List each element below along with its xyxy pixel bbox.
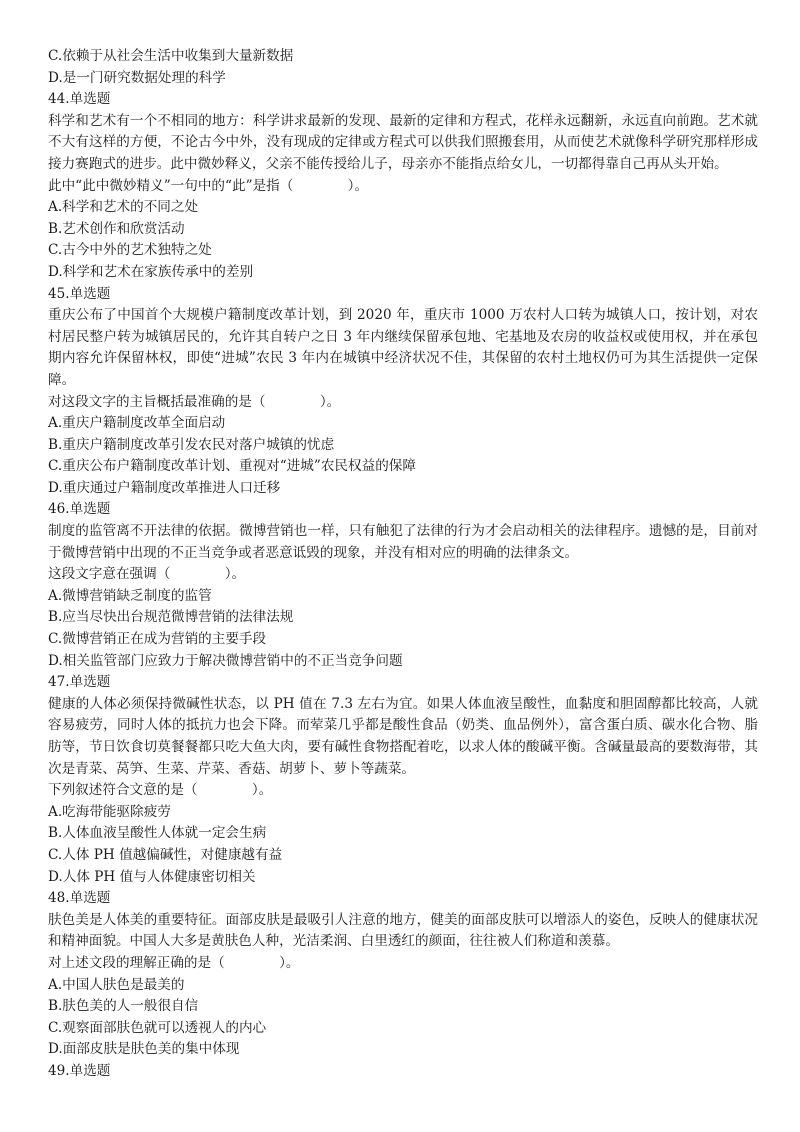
q47-option-d: D.人体 PH 值与人体健康密切相关 <box>48 868 256 885</box>
q45-heading: 45.单选题 <box>48 285 111 302</box>
q47-passage: 健康的人体必须保持微碱性状态，以 PH 值在 7.3 左右为宜。如果人体血液呈酸性，血黏度和胆固醇都比较高，人就容易疲劳，同时人体的抵抗力也会下降。而荤菜几乎都是酸性食品（奶类、血品例外），富含蛋白质、碳水化合物、脂肪等，节日饮食切莫餐餐都只吃大鱼大肉，要有碱性食物搭配着吃，以求人体的酸碱平衡。含碱量最高的要数海带，其次是青菜、莴笋、生菜、芹菜、香菇、胡萝卜、萝卜等蔬菜。 <box>48 695 758 777</box>
q47-option-b: B.人体血液呈酸性人体就一定会生病 <box>48 825 267 842</box>
q46-passage: 制度的监管离不开法律的依据。微博营销也一样，只有触犯了法律的行为才会启动相关的法律程序。遗憾的是，目前对于微博营销中出现的不正当竞争或者恶意诋毁的现象，并没有相对应的明确的法律条文。 <box>48 523 758 561</box>
q49-heading: 49.单选题 <box>48 1062 111 1079</box>
q47-option-c: C.人体 PH 值越偏碱性，对健康越有益 <box>48 846 283 863</box>
q45-option-b: B.重庆户籍制度改革引发农民对落户城镇的忧虑 <box>48 436 335 453</box>
q48-option-a: A.中国人肤色是最美的 <box>48 976 185 993</box>
q46-heading: 46.单选题 <box>48 501 111 518</box>
q48-option-b: B.肤色美的人一般很自信 <box>48 998 199 1015</box>
q45-question: 对这段文字的主旨概括最准确的是（ ）。 <box>48 393 341 410</box>
q45-passage: 重庆公布了中国首个大规模户籍制度改革计划，到 2020 年，重庆市 1000 万农村人口转为城镇人口，按计划，对农村居民整户转为城镇居民的，允许其自转户之日 3 年内继续保留承包地、宅基地及农房的收益权或使用权，并在承包期内容允许保留林权，即使“进城”农民 3 年内在城镇中经济状况不佳，其保留的农村土地权仍可为其生活提供一定保障。 <box>48 307 758 388</box>
q46-option-a: A.微博营销缺乏制度的监管 <box>48 587 212 604</box>
q44-passage: 科学和艺术有一个不相同的地方：科学讲求最新的发现、最新的定律和方程式，花样永远翻新，永远直向前跑。艺术就不大有这样的方便，不论古今中外，没有现成的定律或方程式可以供我们照搬套用，从而使艺术就像科学研究那样形成接力赛跑式的进步。此中微妙释义，父亲不能传授给儿子，母亲亦不能指点给女儿，一切都得靠自己再从头开始。 <box>48 112 758 172</box>
q46-option-d: D.相关监管部门应致力于解决微博营销中的不正当竞争问题 <box>48 652 403 669</box>
q48-passage: 肤色美是人体美的重要特征。面部皮肤是最吸引人注意的地方，健美的面部皮肤可以增添人的姿色，反映人的健康状况和精神面貌。中国人大多是黄肤色人种，光洁柔润、白里透红的颜面，往往被人们称道和羡慕。 <box>48 911 758 950</box>
q47-question: 下列叙述符合文意的是（ ）。 <box>48 782 273 799</box>
q44-option-b: B.艺术创作和欣赏活动 <box>48 220 185 237</box>
q48-heading: 48.单选题 <box>48 890 111 907</box>
q46-option-c: C.微博营销正在成为营销的主要手段 <box>48 631 267 648</box>
q48-question: 对上述文段的理解正确的是（ ）。 <box>48 954 300 971</box>
q43-option-d: D.是一门研究数据处理的科学 <box>48 69 226 86</box>
q43-option-c: C.依赖于从社会生活中收集到大量新数据 <box>48 48 294 64</box>
q48-option-c: C.观察面部肤色就可以透视人的内心 <box>48 1019 267 1036</box>
document-page <box>48 46 758 1083</box>
q45-option-c: C.重庆公布户籍制度改革计划、重视对“进城”农民权益的保障 <box>48 458 416 475</box>
q45-option-a: A.重庆户籍制度改革全面启动 <box>48 415 226 432</box>
q47-option-a: A.吃海带能驱除疲劳 <box>48 803 171 820</box>
q44-option-a: A.科学和艺术的不同之处 <box>48 199 199 216</box>
q48-option-d: D.面部皮肤是肤色美的集中体现 <box>48 1041 240 1058</box>
q45-option-d: D.重庆通过户籍制度改革推进人口迁移 <box>48 479 281 496</box>
q47-heading: 47.单选题 <box>48 674 111 691</box>
q46-option-b: B.应当尽快出台规范微博营销的法律法规 <box>48 609 294 626</box>
q44-option-c: C.古今中外的艺术独特之处 <box>48 242 212 259</box>
q46-question: 这段文字意在强调（ ）。 <box>48 566 246 583</box>
q44-question: 此中“此中微妙精义”一句中的“此”是指（ ）。 <box>48 177 369 194</box>
q44-heading: 44.单选题 <box>48 91 111 108</box>
q44-option-d: D.科学和艺术在家族传承中的差别 <box>48 263 254 280</box>
